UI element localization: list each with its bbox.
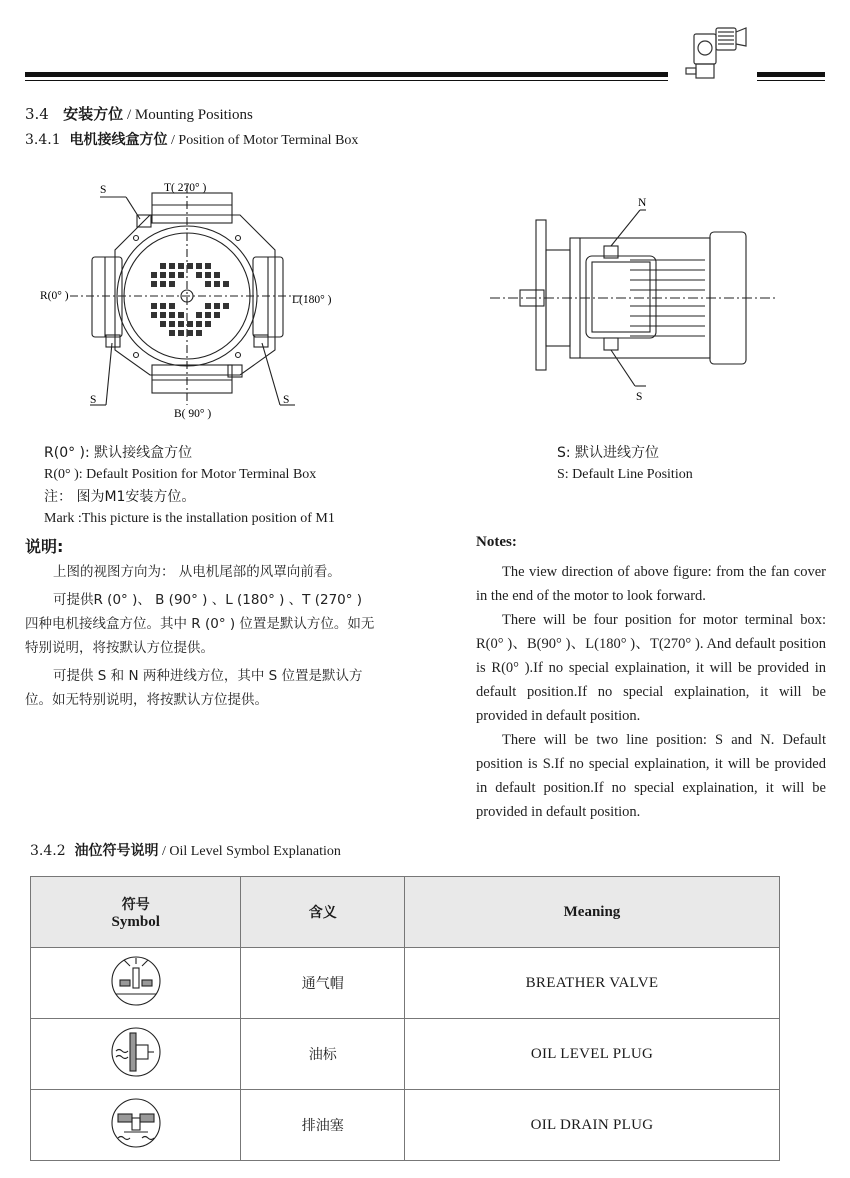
subsection2-number: 3.4.2	[30, 843, 66, 859]
notes-en-paragraph: There will be four position for motor terminal box: R(0° )、B(90° )、L(180° )、T(270° ). And default position is R(0° ).If no special explaination, it will be provided in default position.If no special explaination, it will be provided in default position.	[476, 612, 826, 724]
oil-level-plug-icon	[106, 1025, 166, 1079]
section-heading	[25, 103, 253, 124]
section-title-cn: 安装方位	[63, 105, 124, 123]
caption-note-cn: 注： 图为M1安装方位。	[44, 489, 196, 505]
meaning-en: OIL LEVEL PLUG	[404, 1019, 779, 1090]
captions-left	[44, 442, 424, 530]
caption-default-box-en: R(0° ): Default Position for Motor Terminal Box	[44, 467, 317, 482]
header-symbol	[31, 877, 241, 948]
label-s-bottom-right: S	[283, 394, 290, 406]
label-s-bottom-left: S	[90, 394, 97, 406]
label-s-top: S	[100, 184, 107, 196]
subsection-heading-1	[25, 129, 358, 149]
notes-cn-paragraph: 可提供R (0° )、 B (90° ) 、L (180° ) 、T (270° ) 四种电机接线盒方位。其中 R (0° ) 位置是默认方位。如无特别说明，将按默认方位提供。	[25, 592, 375, 656]
section-title-en: / Mounting Positions	[123, 107, 253, 123]
motor-side-view-diagram	[480, 190, 780, 405]
header-rule-right-thin	[757, 80, 825, 81]
symbol-cell	[31, 948, 241, 1019]
subsection2-title-cn: 油位符号说明	[74, 843, 159, 859]
subsection1-title-cn: 电机接线盒方位	[69, 132, 168, 148]
subsection1-number: 3.4.1	[25, 132, 61, 148]
header-rule-left-thin	[25, 80, 668, 81]
subsection1-title-en: / Position of Motor Terminal Box	[167, 133, 359, 148]
header-symbol-en: Symbol	[111, 913, 160, 930]
label-right: L(180° )	[292, 294, 332, 306]
meaning-cn: 通气帽	[241, 948, 405, 1019]
motor-front-view-diagram	[30, 175, 360, 425]
caption-default-line-cn: S: 默认进线方位	[557, 445, 660, 461]
notes-cn-paragraph: 上图的视图方向为： 从电机尾部的风罩向前看。	[53, 564, 341, 580]
notes-cn-heading: 说明:	[25, 537, 64, 556]
label-bottom: B( 90° )	[174, 408, 212, 420]
table-row	[31, 1090, 780, 1161]
notes-cn-paragraph: 可提供 S 和 N 两种进线方位，其中 S 位置是默认方位。如无特别说明，将按默认方位提供。	[25, 668, 363, 708]
meaning-cn: 排油塞	[241, 1090, 405, 1161]
caption-note-en: Mark :This picture is the installation position of M1	[44, 511, 335, 526]
label-s-side: S	[636, 391, 643, 403]
oil-symbol-table	[30, 876, 780, 1161]
notes-cn-body	[25, 560, 377, 712]
captions-right	[557, 442, 817, 486]
meaning-cn: 油标	[241, 1019, 405, 1090]
label-top: T( 270° )	[164, 182, 207, 194]
table-header-row	[31, 877, 780, 948]
header-rule-right	[757, 72, 825, 77]
header-rule-left	[25, 72, 668, 77]
gear-motor-logo	[680, 20, 750, 88]
oil-drain-plug-icon	[106, 1096, 166, 1150]
header-symbol-cn: 符号	[121, 896, 150, 913]
notes-en-heading: Notes:	[476, 534, 517, 550]
notes-en-paragraph: The view direction of above figure: from the fan cover in the end of the motor to look forward.	[476, 564, 826, 604]
table-row	[31, 948, 780, 1019]
notes-en-body	[476, 560, 826, 824]
meaning-en: BREATHER VALVE	[404, 948, 779, 1019]
subsection-heading-2	[30, 840, 341, 860]
breather-valve-icon	[106, 954, 166, 1008]
notes-en-paragraph: There will be two line position: S and N. Default position is S.If no special explaination, it will be provided in default position.If no special explaination, it will be provided in default position.	[476, 732, 826, 820]
header-meaning-cn: 含义	[241, 877, 405, 948]
caption-default-line-en: S: Default Line Position	[557, 467, 693, 482]
subsection2-title-en: / Oil Level Symbol Explanation	[158, 844, 341, 859]
symbol-cell	[31, 1019, 241, 1090]
symbol-cell	[31, 1090, 241, 1161]
section-number: 3.4	[25, 105, 49, 123]
label-n: N	[638, 197, 647, 209]
header-meaning-en: Meaning	[404, 877, 779, 948]
table-row	[31, 1019, 780, 1090]
label-left: R(0° )	[40, 290, 69, 302]
caption-default-box-cn: R(0° ): 默认接线盒方位	[44, 445, 193, 461]
meaning-en: OIL DRAIN PLUG	[404, 1090, 779, 1161]
